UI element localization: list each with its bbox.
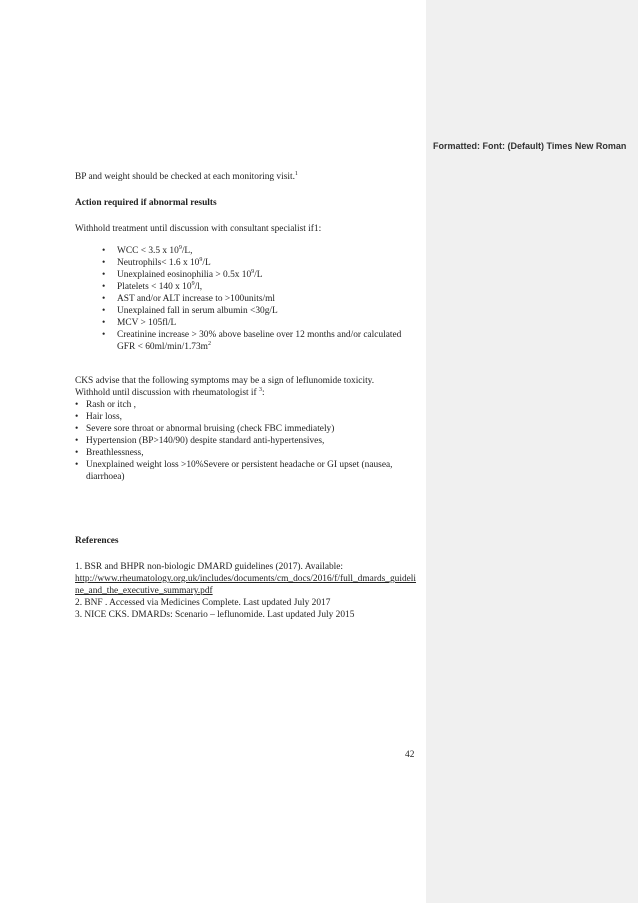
bullet-icon: • — [102, 270, 106, 280]
toxicity-symptom-item: • Hypertension (BP>140/90) despite standard anti-hypertensives, — [75, 436, 325, 446]
abnormal-result-item: • Creatinine increase > 30% above baseline over 12 months and/or calculated GFR < $60ml/\min/1.73m^2$ — [102, 330, 402, 352]
bullet-icon: • — [102, 282, 106, 292]
bullet-icon: • — [75, 412, 79, 422]
abnormal-result-item: • Unexplained eosinophilia > 0.5x $10^9/L$ — [102, 268, 263, 280]
bullet-icon: • — [102, 294, 106, 304]
bullet-icon: • — [102, 246, 106, 256]
toxicity-symptoms-list — [75, 399, 420, 483]
toxicity-symptom-item: • Hair loss, — [75, 412, 122, 422]
formatting-comment: Formatted: Font: (Default) Times New Roman — [433, 141, 627, 151]
cks-withhold: Withhold until discussion with rheumatologist if $^3$: — [75, 386, 265, 398]
abnormal-result-item: • Platelets < 140 x $10^9/l$, — [102, 280, 203, 292]
bullet-icon: • — [75, 460, 79, 470]
abnormal-result-item: • Unexplained fall in serum albumin <30g/L — [102, 306, 278, 316]
bullet-icon: • — [75, 448, 79, 458]
reference-1-link[interactable]: http://www.rheumatology.org.uk/includes/documents/cm_docs/2016/f/full_dmards_guideline_and_the_executive_summary.pdf — [75, 574, 417, 596]
page-number: 42 — [405, 750, 415, 760]
reference-2: 2. BNF . Accessed via Medicines Complete. Last updated July 2017 — [75, 598, 331, 608]
abnormal-result-item: • WCC < 3.5 x $10^9/L$, — [102, 244, 193, 256]
abnormal-result-item: • AST and/or ALT increase to >100units/ml — [102, 294, 275, 304]
monitoring-note: BP and weight should be checked at each monitoring visit.$^1$ — [75, 170, 298, 182]
toxicity-symptom-item: • Severe sore throat or abnormal bruising (check FBC immediately) — [75, 424, 335, 434]
toxicity-symptom-item: • Breathlessness, — [75, 448, 144, 458]
abnormal-result-item: • MCV > 105fl/L — [102, 318, 177, 328]
abnormal-result-item: • Neutrophils< 1.6 x $10^9/L$ — [102, 256, 211, 268]
bullet-icon: • — [102, 330, 106, 340]
action-heading: Action required if abnormal results — [75, 198, 217, 208]
reference-3: 3. NICE CKS. DMARDs: Scenario – leflunomide. Last updated July 2015 — [75, 610, 355, 620]
abnormal-results-list — [75, 245, 420, 353]
cks-intro: CKS advise that the following symptoms may be a sign of leflunomide toxicity. — [75, 376, 375, 386]
bullet-icon: • — [75, 400, 79, 410]
bullet-icon: • — [102, 306, 106, 316]
document-body — [75, 171, 420, 621]
bullet-icon: • — [102, 318, 106, 328]
bullet-icon: • — [102, 258, 106, 268]
toxicity-symptom-item: • Unexplained weight loss >10%Severe or persistent headache or GI upset (nausea, diarrhoea) — [75, 460, 393, 482]
toxicity-symptom-item: • Rash or itch , — [75, 400, 136, 410]
comment-margin-pane — [426, 0, 638, 903]
bullet-icon: • — [75, 424, 79, 434]
bullet-icon: • — [75, 436, 79, 446]
reference-1: 1. BSR and BHPR non-biologic DMARD guidelines (2017). Available: — [75, 562, 344, 572]
references-heading: References — [75, 536, 119, 546]
action-intro: Withhold treatment until discussion with consultant specialist if1: — [75, 224, 322, 234]
